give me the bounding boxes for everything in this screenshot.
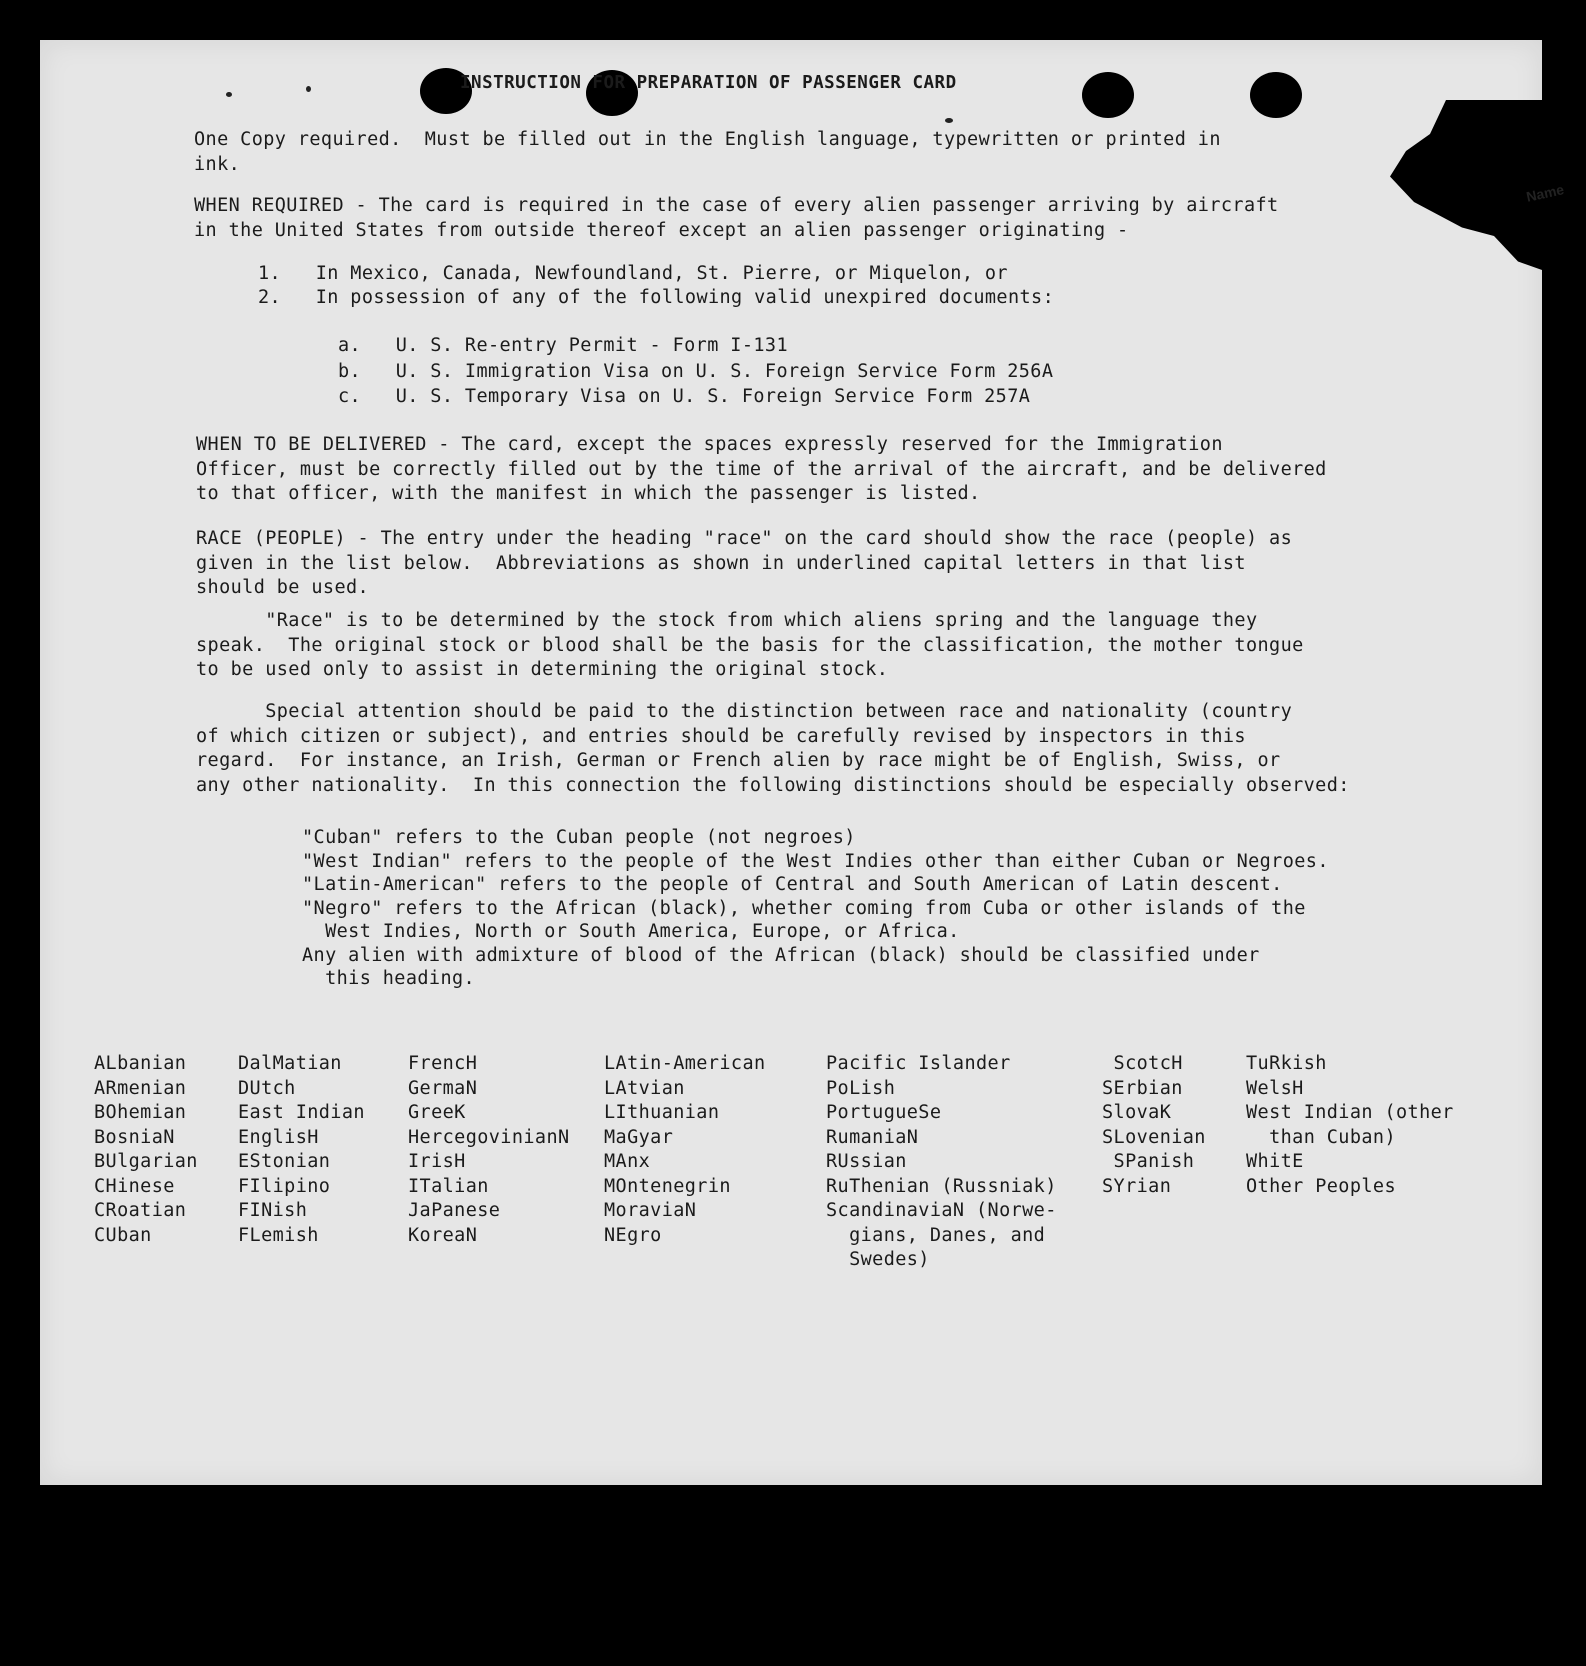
- margin-note: Name: [1524, 181, 1566, 205]
- race-entry: HercegovinianN: [408, 1126, 570, 1148]
- race-entry: MAnx: [604, 1151, 651, 1172]
- race-entry: CUban: [94, 1224, 152, 1246]
- race-entry: GermaN: [408, 1077, 478, 1099]
- speck: [306, 86, 311, 92]
- race-entry: ARmenian: [94, 1077, 187, 1099]
- race-entry: EnglisH: [238, 1126, 319, 1148]
- race-entry: WhitE: [1246, 1151, 1304, 1172]
- document-item: a. U. S. Re-entry Permit - Form I-131: [338, 335, 788, 356]
- document-item: b. U. S. Immigration Visa on U. S. Foreign Service Form 256A: [338, 361, 1054, 382]
- race-entry: KoreaN: [408, 1224, 478, 1246]
- race-entry: FrencH: [408, 1053, 478, 1074]
- race-entry: ScandinaviaN (Norwe-: [826, 1200, 1057, 1221]
- race-entry: East Indian: [238, 1102, 365, 1123]
- race-column: [408, 1052, 570, 1248]
- race-entry: BOhemian: [94, 1102, 187, 1123]
- race-column: [826, 1052, 1057, 1273]
- race-entry: WelsH: [1246, 1077, 1304, 1099]
- race-entry: RumaniaN: [826, 1126, 919, 1148]
- race-entry: gians, Danes, and: [826, 1224, 1046, 1246]
- race-entry: RUssian: [826, 1151, 907, 1172]
- race-entry: BosniaN: [94, 1126, 175, 1148]
- race-entry: CRoatian: [94, 1200, 187, 1221]
- race-entry: FIlipino: [238, 1175, 331, 1197]
- when-required-paragraph: WHEN REQUIRED - The card is required in the case of every alien passenger arriving by aircraft in the United States from outside thereof except an alien passenger originating -: [194, 195, 1279, 241]
- race-entry: RuThenian (Russniak): [826, 1175, 1057, 1197]
- race-entry: FLemish: [238, 1224, 319, 1246]
- page-title: INSTRUCTION FOR PREPARATION OF PASSENGER CARD: [460, 73, 957, 93]
- race-entry: PortugueSe: [826, 1102, 942, 1123]
- when-delivered-paragraph: WHEN TO BE DELIVERED - The card, except the spaces expressly reserved for the Immigration Officer, must be correctly filled out by the time of the arrival of the aircraft, and be delivered to that officer, with the manifest in which the passenger is listed.: [196, 434, 1327, 504]
- race-entry: DalMatian: [238, 1053, 342, 1074]
- race-entry: BUlgarian: [94, 1151, 198, 1172]
- race-column: [1246, 1052, 1454, 1199]
- race-entry: SLovenian: [1102, 1126, 1206, 1148]
- race-entry: Other Peoples: [1246, 1175, 1396, 1197]
- race-entry: CHinese: [94, 1175, 175, 1197]
- race-entry: FINish: [238, 1200, 308, 1221]
- race-entry: than Cuban): [1246, 1126, 1396, 1148]
- race-determined-paragraph: "Race" is to be determined by the stock from which aliens spring and the language they speak. The original stock or blood shall be the basis for the classification, the mother tongue to be used only to assist in determining the original stock.: [196, 610, 1304, 680]
- race-column: [1102, 1052, 1206, 1199]
- race-entry: SPanish: [1102, 1151, 1195, 1172]
- required-item: 2. In possession of any of the following valid unexpired documents:: [258, 287, 1055, 308]
- torn-corner: [1382, 100, 1542, 270]
- race-entry: TuRkish: [1246, 1053, 1327, 1074]
- race-entry: DUtch: [238, 1077, 296, 1099]
- race-entry: GreeK: [408, 1102, 466, 1123]
- race-column: [604, 1052, 766, 1248]
- race-entry: West Indian (other: [1246, 1102, 1454, 1123]
- document-item: c. U. S. Temporary Visa on U. S. Foreign Service Form 257A: [338, 386, 1031, 407]
- race-entry: MaGyar: [604, 1126, 674, 1148]
- race-column: [94, 1052, 198, 1248]
- race-entry: NEgro: [604, 1224, 662, 1246]
- race-entry: SErbian: [1102, 1077, 1183, 1099]
- race-entry: MoraviaN: [604, 1200, 697, 1221]
- copy-paragraph: One Copy required. Must be filled out in the English language, typewritten or printed in ink.: [194, 129, 1221, 175]
- race-entry: EStonian: [238, 1151, 331, 1172]
- race-entry: ITalian: [408, 1175, 489, 1197]
- race-entry: Pacific Islander: [826, 1053, 1011, 1074]
- race-entry: JaPanese: [408, 1200, 501, 1221]
- special-attention-paragraph: Special attention should be paid to the distinction between race and nationality (country of which citizen or subject), and entries should be carefully revised by inspectors in this regard. For instance, an Irish, German or French alien by race might be of English, Swiss, or any other nationality. In this connection the following distinctions should be especially observed:: [196, 701, 1350, 796]
- speck: [945, 118, 953, 123]
- race-entry: LAtin-American: [604, 1053, 766, 1074]
- race-entry: SlovaK: [1102, 1102, 1172, 1123]
- required-item: 1. In Mexico, Canada, Newfoundland, St. Pierre, or Miquelon, or: [258, 263, 1008, 284]
- race-entry: LIthuanian: [604, 1102, 720, 1123]
- race-entry: ALbanian: [94, 1053, 187, 1074]
- race-entry: PoLish: [826, 1077, 896, 1099]
- race-entry: Swedes): [826, 1249, 930, 1270]
- race-column: [238, 1052, 365, 1248]
- punch-hole: [1082, 72, 1134, 118]
- speck: [226, 92, 232, 97]
- race-entry: SYrian: [1102, 1175, 1172, 1197]
- race-entry: IrisH: [408, 1151, 466, 1172]
- race-entry: MOntenegrin: [604, 1175, 731, 1197]
- race-entry: LAtvian: [604, 1077, 685, 1099]
- distinctions-list: "Cuban" refers to the Cuban people (not negroes) "West Indian" refers to the people of the West Indies other than either Cuban or Negroes. "Latin-American" refers to the people of Central and South American of Latin descent. "Negro" refers to the African (black), whether coming from Cuba or other islands of the West Indies, North or South America, Europe, or Africa. Any alien with admixture of blood of the African (black) should be classified under this heading.: [302, 827, 1329, 989]
- punch-hole: [1250, 72, 1302, 118]
- race-entry: ScotcH: [1102, 1053, 1183, 1074]
- race-paragraph: RACE (PEOPLE) - The entry under the heading "race" on the card should show the race (people) as given in the list below. Abbreviations as shown in underlined capital letters in that list should be used.: [196, 528, 1293, 598]
